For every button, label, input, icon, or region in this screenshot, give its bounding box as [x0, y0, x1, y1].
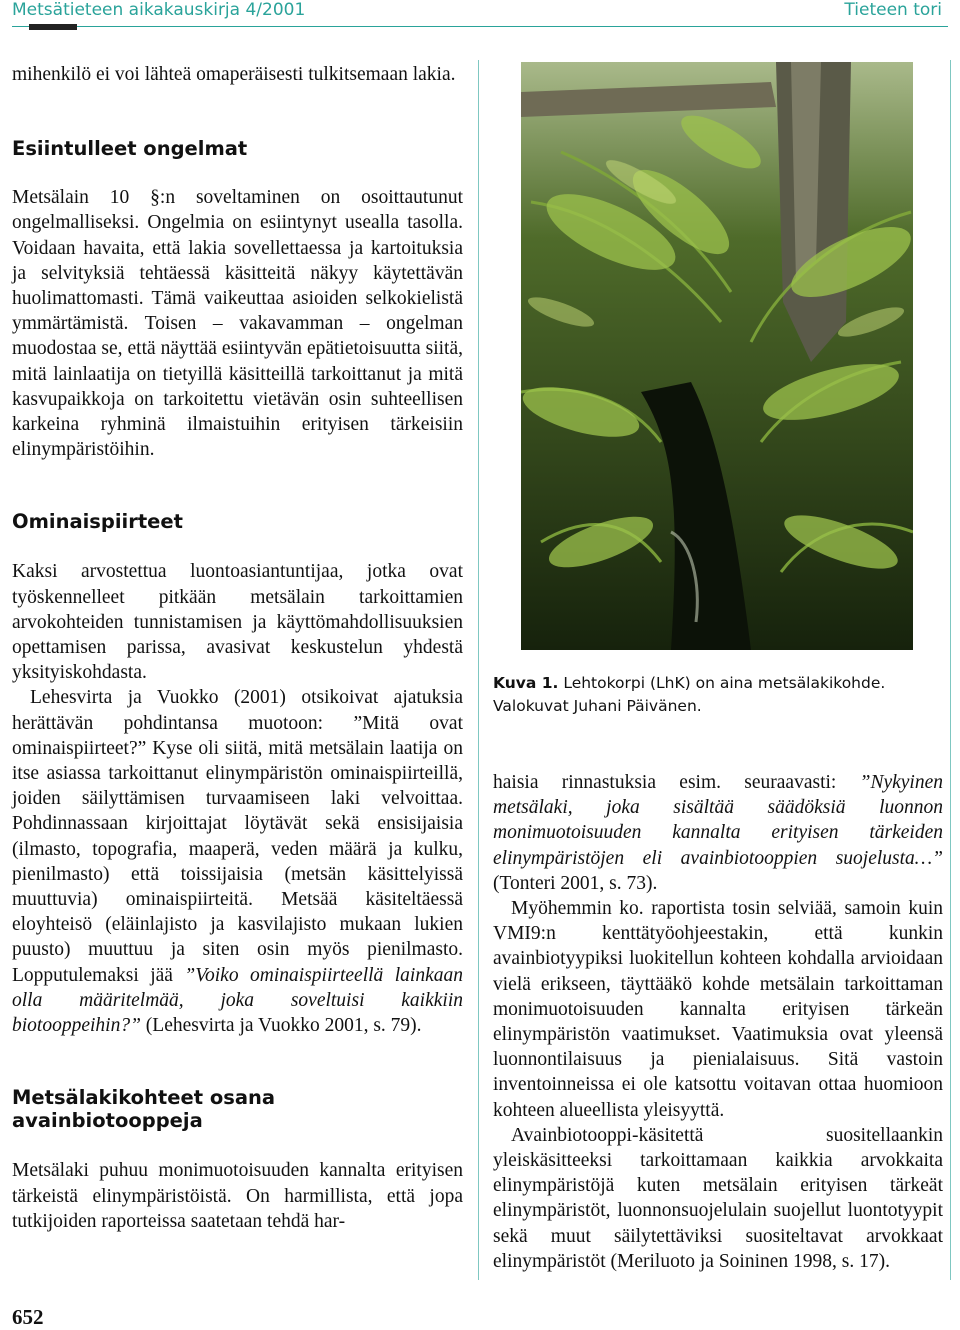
photo-illustration [521, 62, 913, 650]
right-column [493, 672, 943, 1274]
caption-text: Lehtokorpi (LhK) on aina metsälakikohde. Valokuvat Juhani Päivänen. [493, 674, 886, 715]
page-number: 652 [12, 1305, 44, 1329]
left-column [12, 62, 463, 1234]
journal-title: Metsätieteen aikakauskirja 4/2001 [12, 0, 306, 20]
column-rule-right [950, 60, 951, 1280]
citation: (Tonteri 2001, s. 73). [493, 872, 658, 894]
paragraph-forest-law: Metsälaki puhuu monimuotoisuuden kannalta erityisen tärkeistä elinympäristöistä. On harmillista, että jopa tutkijoiden raporteissa saatetaan tehdä har- [12, 1160, 463, 1232]
section-title: Tieteen tori [844, 0, 942, 20]
paragraph-text: haisia rinnastuksia esim. seuraavasti: [493, 772, 860, 793]
paragraph-characteristics-2 [12, 685, 463, 1038]
heading-characteristics: Ominaispiirteet [12, 510, 183, 534]
paragraph-problems: Metsälain 10 §:n soveltaminen on osoittautunut ongelmalliseksi. Ongelmia on esiintynyt usealla tasolla. Voidaan havaita, että lakia sovellettaessa ja kartoituksia ja selvityksiä tehtäessä käsitteitä näkyy käytettävän huolimattomasti. Tämä vaikeuttaa asioiden selkokielistä ymmärtämistä. Toisen – vakavamman – ongelman muodostaa se, että näyttää esiintyvän epätietoisuutta siitä, mitä lainlaatija on tietyillä käsitteillä tarkoittanut ja mitä kasvupaikkoja on tarkoitettu vietävän osin suhteellisen karkeina ryhminä ilmaistuihin erityisen tärkeisiin elinympäristöihin. [12, 187, 463, 461]
quote-italic: ”Voiko ominaispiirteellä lainkaan olla määritelmää, joka soveltuisi kaikkiin biotooppeihin?” [12, 964, 463, 1037]
heading-problems: Esiintulleet ongelmat [12, 137, 248, 161]
figure-caption [493, 672, 943, 718]
paragraph-report: Myöhemmin ko. raportista tosin selviää, samoin kuin VMI9:n kenttätyöohjeestakin, että kunkin avainbiotyypiksi luokitellun kohteen kohdalla arvioidaan vielä erikseen, täyttääkö kohde metsälain tarkoittaman monimuotoisuuden kannalta erityisen tärkeän elinympäristön vaatimukset. Vaatimuksia ovat yleensä luonnontilaisuus ja pienialaisuus. Sitä vastoin inventoinneissa ei ole katsottu voitavan ottaa huomioon kohteen alueellista yleisyyttä. [493, 898, 943, 1121]
heading-forest-law-sites: Metsälakikohteet osana avainbiotooppeja [12, 1086, 276, 1133]
header-marker [29, 24, 77, 30]
paragraph-comparisons [493, 770, 943, 896]
column-rule-left [478, 60, 479, 1280]
header-rule [12, 26, 948, 27]
citation: (Lehesvirta ja Vuokko 2001, s. 79). [140, 1015, 422, 1037]
caption-label: Kuva 1. [493, 674, 559, 692]
paragraph-text: Lehesvirta ja Vuokko (2001) otsikoivat ajatuksia herättävän pohdintansa muotoon: ”Mitä ovat ominaispiirteet?” Kyse oli siitä, mitä metsälain laatija on itse asiassa tarkoittanut elinympäristön ominaispiirteillä, joiden säilyttämisen turvaamiseen laki velvoittaa. Pohdinnassaan kirjoittajat löytävät sekä ensisijaisia (ilmasto, topografia, maaperä, veden määrä ja kulku, pienilmasto) että toissijaisia (metsän käsittelyissä muuttuvia) ominaispiirteitä. Metsää käsiteltäessä eloyhteisö (eläinlajisto ja kasvilajisto mukaan lukien puusto) muuttuu ja siten osin myös pienilmasto. Lopputulemaksi jää [12, 687, 463, 986]
paragraph-key-biotope: Avainbiotooppi-käsitettä suositellaankin yleiskäsitteeksi tarkoittamaan kaikkia arvokkaita elinympäristöjä kuten metsälain erityisen tärkeät elinympäristöt, luonnonsuojelulain suojellut luontotyypit sekä muut säilytettäviksi suositeltavat arvokkaat elinympäristöt (Meriluoto ja Soininen 1998, s. 17). [493, 1124, 943, 1272]
paragraph-characteristics-1: Kaksi arvostettua luontoasiantuntijaa, jotka ovat työskennelleet pitkään metsälain tarkoittamien arvokohteiden tunnistamisen ja käyttömahdollisuuksien opettamisen parissa, avasivat keskustelun yhdestä yksityiskohdasta. [12, 561, 463, 684]
quote-italic: ”Nykyinen metsälaki, joka sisältää säädöksiä luonnon monimuotoisuuden kannalta erityisen tärkeiden elinympäristöjen eli avainbiotooppien suojelusta…” [493, 772, 943, 869]
fern-forest-photo [521, 62, 913, 650]
intro-paragraph: mihenkilö ei voi lähteä omaperäisesti tulkitsemaan lakia. [12, 64, 456, 85]
